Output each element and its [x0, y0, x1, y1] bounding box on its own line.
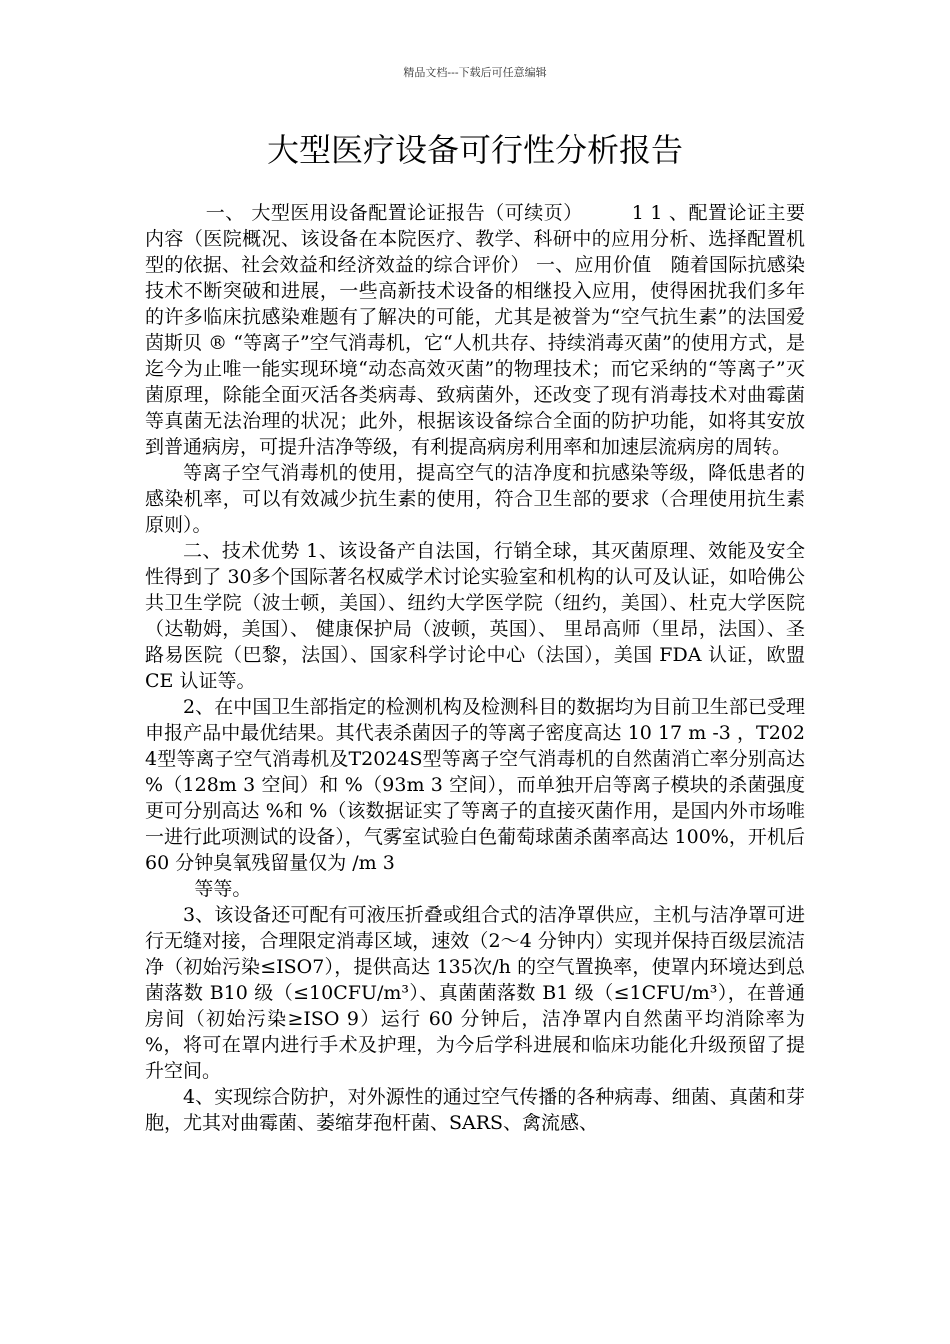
paragraph-technical-advantage-1: 二、技术优势 1、该设备产自法国，行销全球，其灭菌原理、效能及安全性得到了 30多个国际著名权威学术讨论实验室和机构的认可及认证，如哈佛公共卫生学院（波士顿，美国）、纽约大学医学院（纽约，美国）、杜克大学医院（达勒姆，美国）、 健康保护局（波顿，英国）、 里昂高师（里昂，法国）、圣路易医院（巴黎，法国）、国家科学讨论中心（法国），美国 FDA 认证，欧盟 CE 认证等。: [145, 540, 805, 692]
header-note: 精品文档---下载后可任意编辑: [403, 66, 547, 79]
paragraph-technical-advantage-3: 3、该设备还可配有可液压折叠或组合式的洁净罩供应，主机与洁净罩可进行无缝对接，合理限定消毒区域，速效（2～4 分钟内）实现并保持百级层流洁净（初始污染≤ISO7），提供高达 135次/h 的空气置换率，使罩内环境达到总菌落数 B10 级（≤10CFU/m³）、真菌菌落数 B1 级（≤1CFU/m³），在普通房间（初始污染≥ISO 9）运行 60 分钟后，洁净罩内自然菌平均消除率为 %，将可在罩内进行手术及护理，为今后学科进展和临床功能化升级预留了提升空间。: [145, 904, 805, 1082]
paragraph-etc: 等等。: [194, 878, 252, 900]
document-body: [145, 200, 805, 1136]
paragraph-intro: 一、 大型医用设备配置论证报告（可续页） 1 1 、配置论证主要内容（医院概况、该设备在本院医疗、教学、科研中的应用分析、选择配置机型的依据、社会效益和经济效益的综合评价） 一、应用价值 随着国际抗感染技术不断突破和进展，一些高新技术设备的相继投入应用，使得困扰我们多年的许多临床抗感染难题有了解决的可能，尤其是被誉为“空气抗生素”的法国爱茵斯贝 ® “等离子”空气消毒机，它“人机共存、持续消毒灭菌”的使用方式，是迄今为止唯一能实现环境“动态高效灭菌”的物理技术；而它采纳的“等离子”灭菌原理，除能全面灭活各类病毒、致病菌外，还改变了现有消毒技术对曲霉菌等真菌无法治理的状况；此外，根据该设备综合全面的防护功能，如将其安放到普通病房，可提升洁净等级，有利提高病房利用率和加速层流病房的周转。: [145, 202, 805, 458]
paragraph-technical-advantage-4: 4、实现综合防护，对外源性的通过空气传播的各种病毒、细菌、真菌和芽胞，尤其对曲霉菌、萎缩芽孢杆菌、SARS、禽流感、: [145, 1086, 805, 1134]
paragraph-plasma-usage: 等离子空气消毒机的使用，提高空气的洁净度和抗感染等级，降低患者的感染机率，可以有效减少抗生素的使用，符合卫生部的要求（合理使用抗生素原则）。: [145, 462, 805, 536]
paragraph-technical-advantage-2: 2、在中国卫生部指定的检测机构及检测科目的数据均为目前卫生部已受理申报产品中最优结果。其代表杀菌因子的等离子密度高达 10 17 m -3 ，T2024型等离子空气消毒机及T2024S型等离子空气消毒机的自然菌消亡率分别高达 %（128m 3 空间）和 %（93m 3 空间），而单独开启等离子模块的杀菌强度更可分别高达 %和 %（该数据证实了等离子的直接灭菌作用，是国内外市场唯一进行此项测试的设备），气雾室试验白色葡萄球菌杀菌率高达 100%，开机后 60 分钟臭氧残留量仅为 /m 3: [145, 696, 805, 874]
document-title: 大型医疗设备可行性分析报告: [266, 131, 683, 169]
